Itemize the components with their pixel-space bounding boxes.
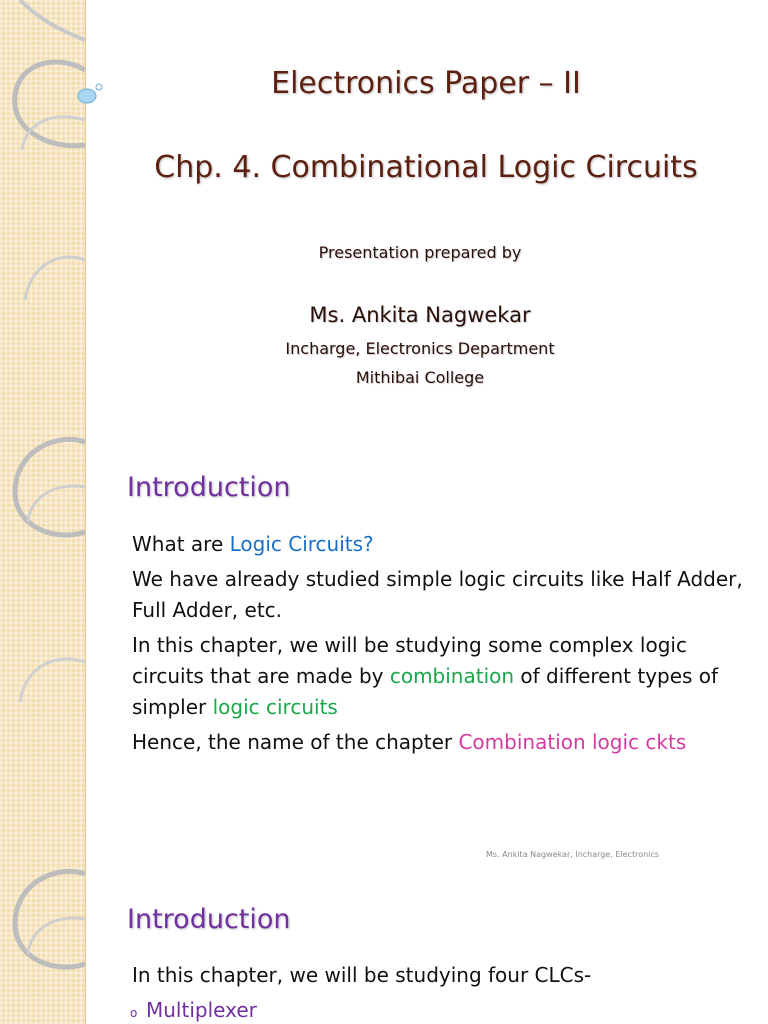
paragraph <box>132 529 752 560</box>
paragraph <box>132 727 752 758</box>
intro-body <box>132 529 752 762</box>
swirl-decoration-icon <box>0 864 140 1024</box>
highlight-combination: combination <box>389 664 515 688</box>
section-heading: Introduction <box>127 472 291 503</box>
text: What are <box>132 532 230 556</box>
prepared-by-label: Presentation prepared by <box>318 243 522 262</box>
college-name: Mithibai College <box>355 368 485 387</box>
title-slide <box>0 0 768 432</box>
introduction-slide-2 <box>0 864 768 1024</box>
author-name: Ms. Ankita Nagwekar <box>309 303 531 327</box>
slide-footer: Ms. Ankita Nagwekar, Incharge, Electronics <box>486 850 659 859</box>
chapter-title: Chp. 4. Combinational Logic Circuits <box>154 150 698 185</box>
presentation-title: Electronics Paper – II <box>271 66 581 101</box>
paragraph: We have already studied simple logic circuits like Half Adder, Full Adder, etc. <box>132 567 743 622</box>
text: of different types of simpler <box>132 664 719 719</box>
paragraph <box>132 630 752 723</box>
intro-body <box>132 960 752 1024</box>
introduction-slide <box>0 432 768 864</box>
highlight-chapter-name: Combination logic ckts <box>458 730 687 754</box>
text: Hence, the name of the chapter <box>132 730 459 754</box>
highlight-logic-circuits: logic circuits <box>212 695 338 719</box>
author-role: Incharge, Electronics Department <box>285 339 555 358</box>
list-item <box>130 995 752 1024</box>
section-heading: Introduction <box>127 904 291 935</box>
swirl-decoration-icon <box>0 432 140 864</box>
bullet-icon: o <box>130 1006 138 1020</box>
text: In this chapter, we will be studying some complex logic circuits that are made by <box>132 633 687 688</box>
paragraph: In this chapter, we will be studying four CLCs- <box>132 963 592 987</box>
logic-circuits-link[interactable]: Logic Circuits? <box>229 532 374 556</box>
list-item-label: Multiplexer <box>146 998 257 1022</box>
